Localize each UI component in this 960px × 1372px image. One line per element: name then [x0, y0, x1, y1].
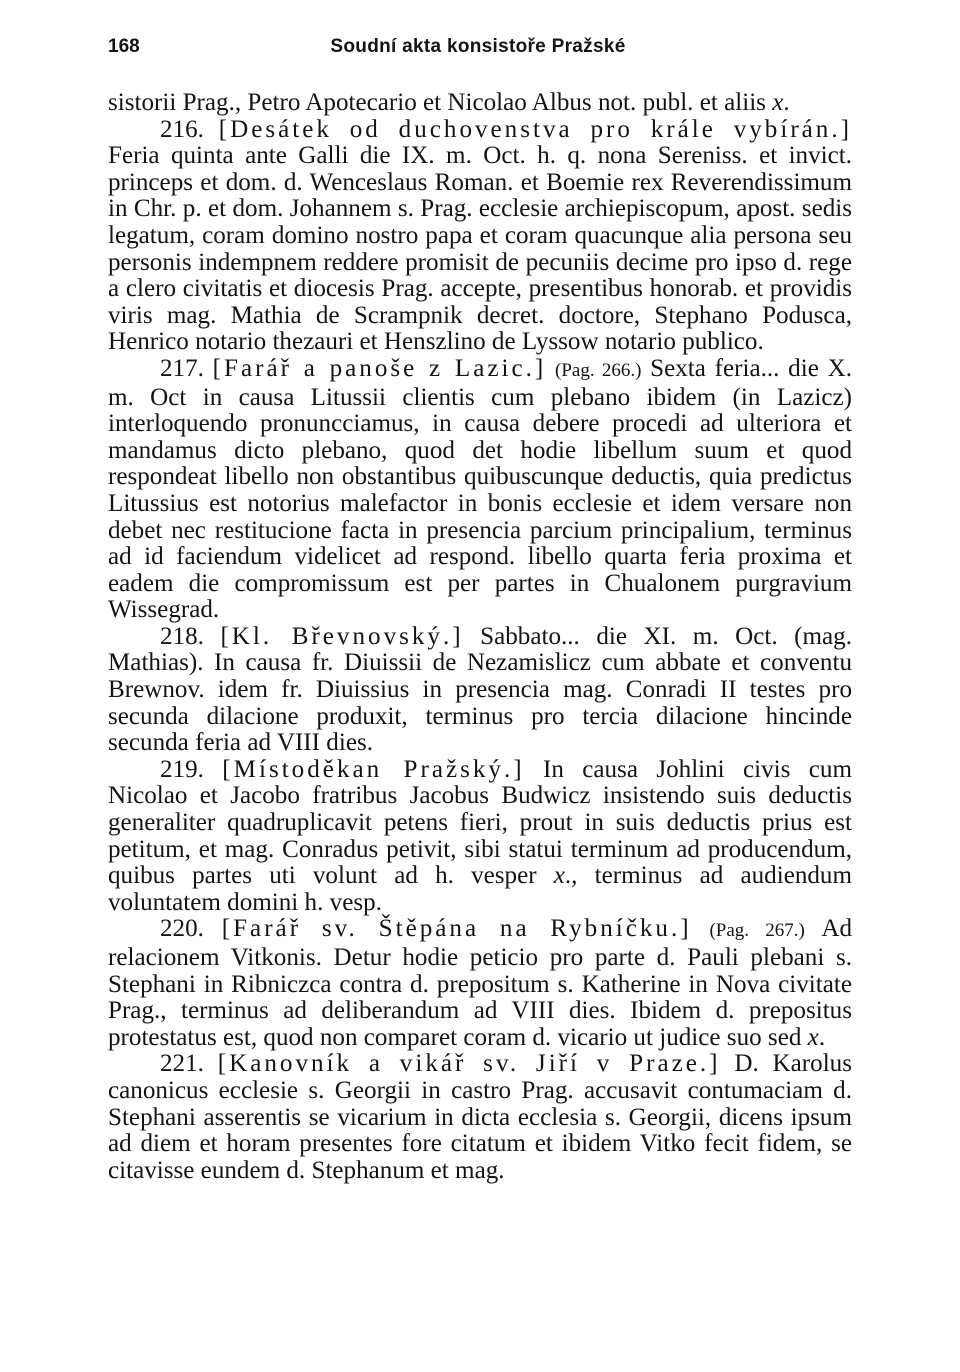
entry-text: Sabbato... die XI. m. Oct. (mag. Mathias). In causa fr. Diuissii de Nezamislicz cum abbate et conventu Brewnov. idem fr. Diuissius in presencia mag. Conradi II testes pro secunda dilacione produxit, terminus pro tercia dilacione hincinde secunda feria ad VIII dies.	[108, 622, 852, 757]
page-reference: (Pag. 267.)	[709, 920, 805, 942]
abbreviation-mark: x	[553, 862, 565, 890]
entry-heading: [Farář a panoše z Lazic.]	[212, 354, 547, 382]
page-header	[108, 36, 848, 64]
entry-text: Feria quinta ante Galli die IX. m. Oct. h. q. nona Sereniss. et invict. princeps et dom. d. Wenceslaus Roman. et Boemie rex Reverendissimum in Chr. p. et dom. Johannem s. Prag. ecclesie archiepiscopum, apost. sedis legatum, coram domino nostro papa et coram quacunque alia persona seu personis indempnem reddere promisit de pecuniis decime pro ipso d. rege a clero civitatis et diocesis Prag. accepte, presentibus honorab. et providis viris mag. Mathia de Scrampnik decret. doctore, Stephano Podusca, Henrico notario thezauri et Henszlino de Lyssow notario publico.	[108, 142, 852, 356]
entry-text: Sexta feria... die X. m. Oct in causa Litussii clientis cum plebano ibidem (in Lazicz) interloquendo pronuncciamus, in causa debere procedi ad ulteriora et mandamus dicto plebano, quod det hodie libellum suum et quod respondeat libello non obstantibus quibuscunque deductis, quia predictus Litussius est notorius malefactor in bonis ecclesie et idem versare non debet nec restitucione facta in presencia parcium principalium, terminus ad id faciendum videlicet ad respond. libello quarta feria proxima et eadem die compromissum est per partes in Chualonem purgravium Wissegrad.	[108, 354, 852, 624]
entry-text: Ad relacionem Vitkonis. Detur hodie peticio pro parte d. Pauli plebani s. Stephani in Ribniczca contra d. prepositum s. Katherine in Nova civitate Prag., terminus ad deliberandum ad VIII dies. Ibidem d. prepositus protestatus est, quod non comparet coram d. vicario ut judice suo sed	[108, 915, 852, 1051]
running-title: Soudní akta konsistoře Pražské	[330, 36, 626, 57]
entry-heading: [Místoděkan Pražský.]	[222, 755, 525, 783]
abbreviation-mark: x	[807, 1023, 819, 1051]
abbreviation-mark: x	[772, 89, 784, 116]
entry-text: D. Karolus canonicus ecclesie s. Georgii in castro Prag. accusavit contumaciam d. Stephani asserentis se vicarium in dicta ecclesia s. Georgii, dicens ipsum ad diem et horam presentes fore citatum et ibidem Vitko fecit fidem, se citavisse eundem d. Stephanum et mag.	[108, 1050, 852, 1184]
entry-221	[108, 1051, 852, 1184]
entry-number: 216.	[160, 115, 204, 143]
entry-216	[108, 117, 852, 356]
page-reference: (Pag. 266.)	[555, 359, 642, 381]
body-text	[108, 90, 852, 1184]
continued-paragraph: sistorii Prag., Petro Apotecario et Nicolao Albus not. publ. et aliis x.	[108, 89, 790, 116]
entry-number: 220.	[160, 915, 204, 943]
entry-heading: [Farář sv. Štěpána na Rybníčku.]	[221, 915, 692, 943]
entry-217	[108, 356, 852, 624]
entry-number: 218.	[160, 622, 204, 650]
entry-218	[108, 624, 852, 757]
entry-220: 220. [Farář sv. Štěpána na Rybníčku.] (Pag. 267.) Ad relacionem Vitkonis. Detur hodie peticio pro parte d. Pauli plebani s. Stephani in Ribniczca contra d. prepositum s. Katherine in Nova civitate Prag., terminus ad deliberandum ad VIII dies. Ibidem d. prepositus protestatus est, quod non comparet coram d. vicario ut judice suo sed x.	[108, 915, 852, 1051]
page-number: 168	[108, 36, 140, 57]
entry-number: 221.	[160, 1050, 204, 1078]
entry-number: 219.	[160, 755, 204, 783]
entry-text: In causa Johlini civis cum Nicolao et Jacobo fratribus Jacobus Budwicz insistendo suis deductis generaliter quadruplicavit petens fieri, prout in suis deductis prius est petitum, et mag. Conradus petivit, sibi statui terminum ad producendum, quibus partes uti volunt ad h. vesper	[108, 755, 852, 890]
entry-219: 219. [Místoděkan Pražský.] In causa Johlini civis cum Nicolao et Jacobo fratribus Jacobus Budwicz insistendo suis deductis generaliter quadruplicavit petens fieri, prout in suis deductis prius est petitum, et mag. Conradus petivit, sibi statui terminum ad producendum, quibus partes uti volunt ad h. vesper x., terminus ad audiendum voluntatem domini h. vesp.	[108, 755, 852, 916]
entry-number: 217.	[160, 354, 204, 382]
entry-heading: [Kl. Břevnovský.]	[220, 622, 464, 650]
entry-heading: [Kanovník a vikář sv. Jiří v Praze.]	[217, 1050, 721, 1078]
entry-heading: [Desátek od duchovenstva pro krále vybírán.]	[218, 115, 852, 143]
